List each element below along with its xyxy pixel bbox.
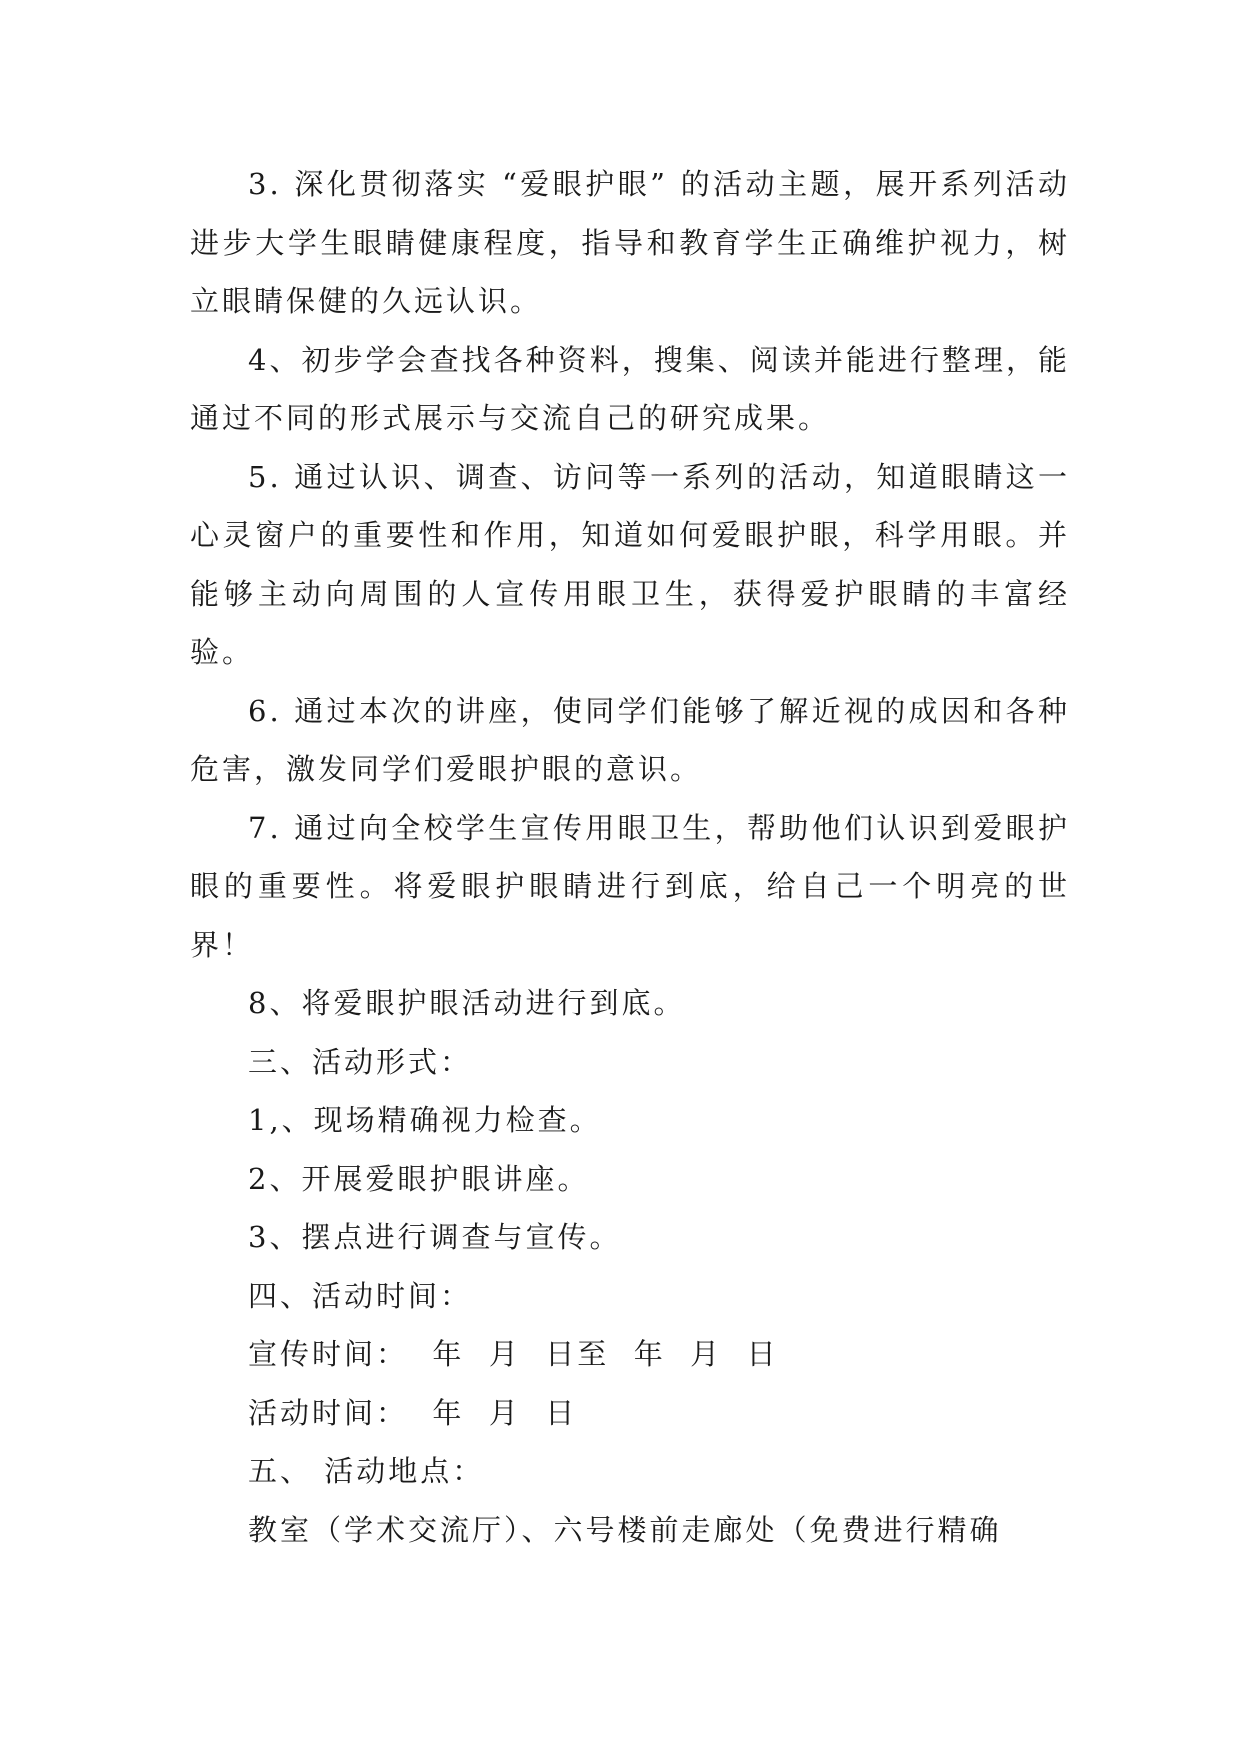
list-item-form-2: 2、开展爱眼护眼讲座。 [248, 1161, 590, 1196]
paragraph-objective-3: 3. 深化贯彻落实 “爱眼护眼” 的活动主题，展开系列活动进步大学生眼睛健康程度，指导和教育学生正确维护视力，树立眼睛保健的久远认识。 [190, 167, 1070, 318]
paragraph-objective-6: 6. 通过本次的讲座，使同学们能够了解近视的成因和各种危害，激发同学们爱眼护眼的意识。 [190, 693, 1070, 786]
activity-location: 教室（学术交流厅）、六号楼前走廊处（免费进行精确 [248, 1512, 1002, 1547]
activity-time: 活动时间： 年 月 日 [248, 1395, 578, 1430]
list-item-form-1: 1,、现场精确视力检查。 [248, 1103, 602, 1137]
paragraph-objective-5: 5. 通过认识、调查、访问等一系列的活动，知道眼睛这一心灵窗户的重要性和作用，知道如何爱眼护眼，科学用眼。并能够主动向周围的人宣传用眼卫生，获得爱护眼睛的丰富经验。 [190, 459, 1070, 669]
promotion-time: 宣传时间： 年 月 日至 年 月 日 [248, 1337, 779, 1371]
paragraph-objective-8: 8、将爱眼护眼活动进行到底。 [248, 986, 686, 1020]
section-heading-activity-form: 三、活动形式： [248, 1044, 473, 1079]
list-item-form-3: 3、摆点进行调查与宣传。 [248, 1220, 622, 1254]
section-heading-activity-location: 五、 活动地点： [248, 1454, 485, 1488]
section-heading-activity-time: 四、活动时间： [248, 1278, 473, 1313]
paragraph-objective-4: 4、初步学会查找各种资料，搜集、阅读并能进行整理，能通过不同的形式展示与交流自己的研究成果。 [190, 342, 1070, 435]
paragraph-objective-7: 7. 通过向全校学生宣传用眼卫生，帮助他们认识到爱眼护眼的重要性。将爱眼护眼睛进行到底，给自己一个明亮的世界！ [190, 810, 1070, 962]
document-body [190, 155, 1070, 1559]
